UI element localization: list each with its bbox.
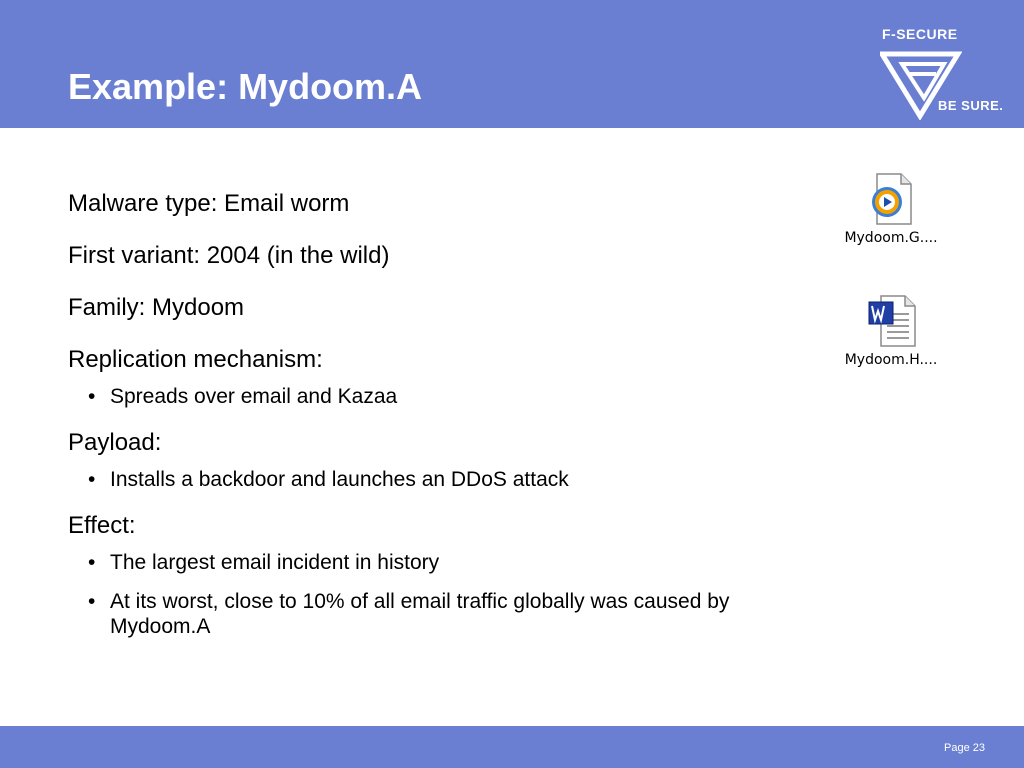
bullet-item: [68, 384, 828, 409]
bullet-marker: •: [88, 385, 96, 408]
bullet-marker: •: [88, 551, 96, 574]
bullet-marker: •: [88, 468, 96, 491]
f-secure-logo: [876, 22, 1016, 122]
content-line: First variant: 2004 (in the wild): [68, 242, 390, 269]
media-file-icon: [863, 170, 919, 226]
bullet-item: [68, 467, 828, 492]
bullet-text: At its worst, close to 10% of all email traffic globally was caused by Mydoom.A: [110, 590, 730, 638]
bullet-item: [68, 550, 828, 575]
file-label: Mydoom.G....: [844, 230, 938, 246]
slide-content: [68, 190, 828, 639]
bullet-text: Spreads over email and Kazaa: [110, 385, 398, 408]
content-line: Malware type: Email worm: [68, 190, 350, 217]
content-line: Payload:: [68, 429, 162, 456]
file-label: Mydoom.H....: [844, 352, 938, 368]
content-line: Family: Mydoom: [68, 294, 245, 321]
bullet-text: Installs a backdoor and launches an DDoS attack: [110, 468, 569, 491]
bullet-item: [68, 589, 828, 639]
bullet-text: The largest email incident in history: [110, 551, 440, 574]
slide-title: Example: Mydoom.A: [68, 66, 423, 107]
content-line: Effect:: [68, 512, 136, 539]
header-bar: [0, 0, 1024, 128]
bullet-marker: •: [88, 590, 96, 613]
file-item-mydoom-h[interactable]: [826, 292, 956, 368]
word-document-icon: [863, 292, 919, 348]
logo-wordmark: F-SECURE: [882, 26, 958, 42]
file-item-mydoom-g[interactable]: [826, 170, 956, 246]
footer-bar: [0, 726, 1024, 768]
content-line: Replication mechanism:: [68, 346, 323, 373]
content-lines: [68, 190, 828, 639]
page-number: Page 23: [944, 742, 985, 754]
logo-tagline: BE SURE.: [938, 98, 1004, 113]
